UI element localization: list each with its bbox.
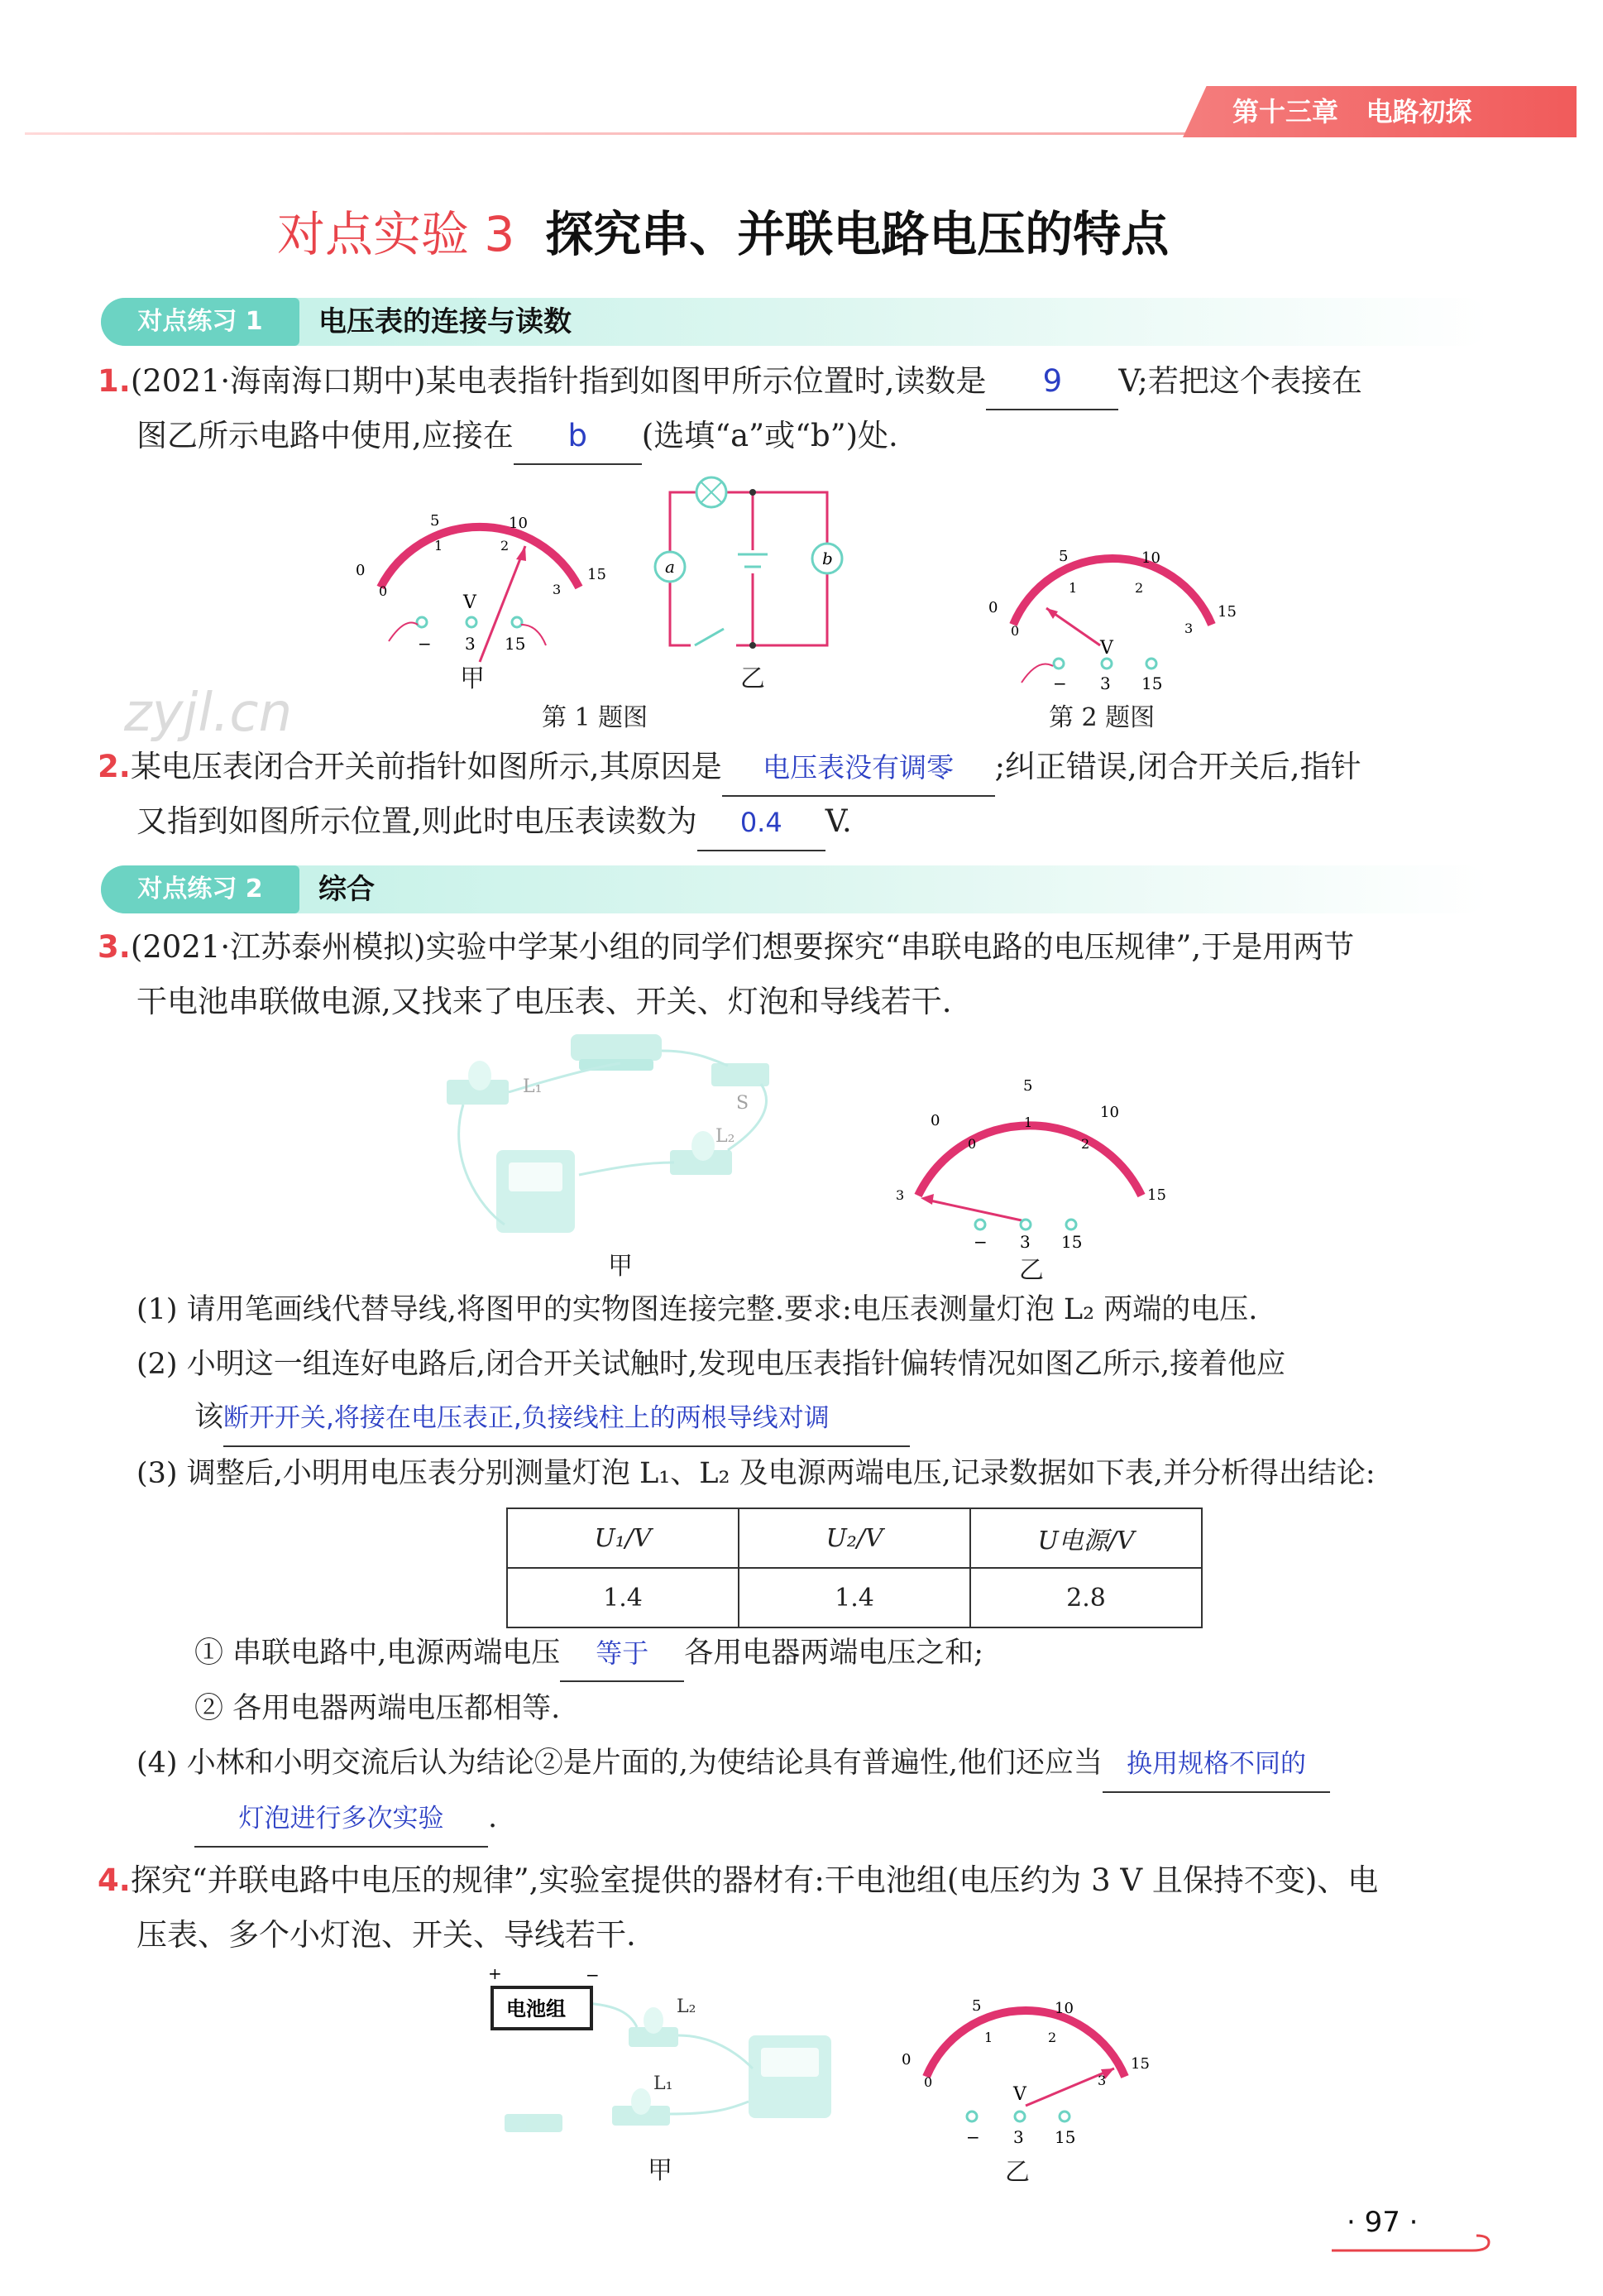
scale-bot-0: 0 xyxy=(379,583,388,599)
svg-text:15: 15 xyxy=(1061,1232,1083,1249)
svg-text:−: − xyxy=(974,1232,988,1249)
svg-text:3: 3 xyxy=(1098,2073,1107,2088)
q3-p2-answer: 断开开关,将接在电压表正,负接线柱上的两根导线对调 xyxy=(223,1391,910,1447)
q3-p3: (3) 调整后,小明用电压表分别测量灯泡 L₁、L₂ 及电源两端电压,记录数据如下表,并分析得出结论: xyxy=(136,1457,1376,1490)
q4-line1: 4.探究“并联电路中电压的规律”,实验室提供的器材有:干电池组(电压约为 3 V 且保持不变)、电 xyxy=(98,1862,1379,1898)
q1-meter-jia xyxy=(339,496,612,678)
section-1-tag: 对点练习 1 xyxy=(101,298,299,346)
svg-text:3: 3 xyxy=(1020,1232,1031,1249)
node-b: b xyxy=(822,549,833,568)
q3-p4-answer1: 换用规格不同的 xyxy=(1103,1737,1330,1793)
svg-text:10: 10 xyxy=(1055,2000,1074,2017)
scale-top-15: 15 xyxy=(587,566,606,583)
svg-text:2: 2 xyxy=(1048,2030,1057,2045)
q1-answer2: b xyxy=(514,409,642,465)
q3-c1: ① 串联电路中,电源两端电压 等于 各用电器两端电压之和; xyxy=(194,1626,983,1682)
q2-answer1: 电压表没有调零 xyxy=(722,741,995,797)
svg-text:15: 15 xyxy=(1218,603,1237,621)
q4-meter-yi xyxy=(889,1986,1162,2151)
lbl-S: S xyxy=(736,1093,749,1114)
svg-text:2: 2 xyxy=(1135,580,1144,596)
scale-bot-1: 1 xyxy=(434,538,443,554)
title-prefix: 对点实验 3 xyxy=(277,206,515,262)
svg-text:15: 15 xyxy=(1131,2055,1150,2073)
q3-c1-answer: 等于 xyxy=(560,1626,684,1682)
q1-label-jia: 甲 xyxy=(460,664,485,693)
q1-line2: 图乙所示电路中使用,应接在 b (选填“a”或“b”)处. xyxy=(136,409,898,465)
svg-text:5: 5 xyxy=(1023,1077,1033,1095)
battery-label: 电池组 xyxy=(506,1996,566,2020)
q3-c2: ② 各用电器两端电压都相等. xyxy=(194,1692,561,1725)
svg-text:1: 1 xyxy=(1069,580,1078,596)
q3-meter-yi xyxy=(881,1076,1179,1249)
q3-fig-jia: 甲 xyxy=(608,1252,633,1281)
svg-text:−: − xyxy=(1053,673,1067,693)
svg-text:3: 3 xyxy=(1100,673,1111,693)
section-1-title: 电压表的连接与读数 xyxy=(318,305,572,338)
term-minus: − xyxy=(418,634,432,654)
q3-p2b: 该断开开关,将接在电压表正,负接线柱上的两根导线对调 xyxy=(194,1390,910,1447)
q2-line2: 又指到如图所示位置,则此时电压表读数为 0.4 V. xyxy=(136,794,852,851)
scale-bot-2: 2 xyxy=(500,538,510,554)
header-rule xyxy=(25,132,1208,135)
svg-text:1: 1 xyxy=(984,2030,993,2045)
svg-text:10: 10 xyxy=(1100,1104,1119,1121)
svg-text:5: 5 xyxy=(1059,548,1069,565)
svg-text:0: 0 xyxy=(968,1136,977,1152)
unit-v: V xyxy=(463,592,476,613)
q1-circuit-yi xyxy=(653,472,852,662)
svg-text:0: 0 xyxy=(931,1112,940,1129)
title-main: 探究串、并联电路电压的特点 xyxy=(545,206,1170,262)
q3-apparatus-jia xyxy=(430,1026,786,1249)
q2-answer2: 0.4 xyxy=(697,795,825,851)
q4-apparatus-jia xyxy=(463,1969,852,2159)
lbl-L1: L₁ xyxy=(523,1076,543,1097)
table-cell-u1: 1.4 xyxy=(507,1568,739,1627)
section-2-tag: 对点练习 2 xyxy=(101,865,299,913)
svg-text:0: 0 xyxy=(924,2074,933,2090)
svg-text:5: 5 xyxy=(972,1997,982,2015)
page-number-decoration xyxy=(1332,2234,1497,2259)
svg-text:1: 1 xyxy=(1024,1114,1033,1130)
svg-text:15: 15 xyxy=(1055,2127,1076,2147)
q3-p1: (1) 请用笔画线代替导线,将图甲的实物图连接完整.要求:电压表测量灯泡 L₂ 两端的电压. xyxy=(136,1293,1258,1326)
q2-meter xyxy=(976,538,1241,703)
q4-line2: 压表、多个小灯泡、开关、导线若干. xyxy=(136,1917,636,1953)
q3-line1: 3.(2021·江苏泰州模拟)实验中学某小组的同学们想要探究“串联电路的电压规律”,于是用两节 xyxy=(98,929,1355,965)
svg-text:−: − xyxy=(966,2127,980,2147)
table-header-u2: U₂/V xyxy=(739,1508,970,1568)
q3-p4-answer2: 灯泡进行多次实验 xyxy=(194,1791,488,1848)
battery-plus: + xyxy=(488,1969,502,1983)
q1-answer1: 9 xyxy=(986,354,1118,410)
svg-text:0: 0 xyxy=(988,599,998,616)
section-2-title: 综合 xyxy=(318,873,375,906)
q3-p4a: (4) 小林和小明交流后认为结论②是片面的,为使结论具有普遍性,他们还应当 换用规格不同的 xyxy=(136,1736,1330,1793)
svg-text:15: 15 xyxy=(1147,1186,1166,1204)
svg-text:3: 3 xyxy=(1184,621,1194,636)
q1-label-yi: 乙 xyxy=(740,664,765,693)
battery-minus: − xyxy=(586,1969,600,1985)
table-header-u1: U₁/V xyxy=(507,1508,739,1568)
svg-text:V: V xyxy=(1013,2084,1026,2105)
table-cell-usource: 2.8 xyxy=(970,1568,1202,1627)
watermark: zyjl.cn xyxy=(124,683,293,744)
scale-top-10: 10 xyxy=(509,515,528,532)
q3-line2: 干电池串联做电源,又找来了电压表、开关、灯泡和导线若干. xyxy=(136,984,952,1019)
node-a: a xyxy=(665,557,675,577)
q4-lbl-L1: L₁ xyxy=(653,2073,673,2094)
lbl-L2: L₂ xyxy=(715,1126,735,1147)
q3-p4b: 灯泡进行多次实验 . xyxy=(194,1790,497,1848)
q4-fig-jia: 甲 xyxy=(648,2156,672,2185)
svg-text:V: V xyxy=(1100,638,1113,659)
q3-data-table xyxy=(506,1507,1203,1628)
svg-text:3: 3 xyxy=(896,1187,905,1203)
table-cell-u2: 1.4 xyxy=(739,1568,970,1627)
q3-p2a: (2) 小明这一组连好电路后,闭合开关试触时,发现电压表指针偏转情况如图乙所示,接着他应 xyxy=(136,1348,1286,1381)
q1-fig-caption: 第 1 题图 xyxy=(542,703,648,732)
page-number: · 97 · xyxy=(1347,2206,1419,2239)
svg-text:0: 0 xyxy=(1011,623,1020,639)
q2-fig-caption: 第 2 题图 xyxy=(1049,703,1156,732)
chapter-label: 第十三章 电路初探 xyxy=(1232,96,1472,127)
page-title xyxy=(277,195,1169,265)
q4-fig-yi: 乙 xyxy=(1005,2158,1030,2187)
svg-text:15: 15 xyxy=(1141,673,1163,693)
scale-top-5: 5 xyxy=(430,512,440,530)
svg-text:0: 0 xyxy=(902,2051,912,2068)
section-2-bar xyxy=(101,865,1489,913)
term-3: 3 xyxy=(465,634,476,654)
svg-text:10: 10 xyxy=(1141,549,1160,567)
q3-fig-yi: 乙 xyxy=(1019,1256,1044,1285)
term-15: 15 xyxy=(505,634,526,654)
q1-line1: 1.(2021·海南海口期中)某电表指针指到如图甲所示位置时,读数是 9 V;若把这个表接在 xyxy=(98,354,1362,410)
table-header-usource: U电源/V xyxy=(970,1508,1202,1568)
scale-top-0: 0 xyxy=(356,562,366,579)
q4-lbl-L2: L₂ xyxy=(677,1996,696,2017)
svg-text:2: 2 xyxy=(1081,1136,1090,1152)
q2-line1: 2.某电压表闭合开关前指针如图所示,其原因是 电压表没有调零 ;纠正错误,闭合开关后,指针 xyxy=(98,740,1361,797)
scale-bot-3: 3 xyxy=(553,582,562,597)
section-1-bar xyxy=(101,298,1489,346)
svg-text:3: 3 xyxy=(1013,2127,1024,2147)
